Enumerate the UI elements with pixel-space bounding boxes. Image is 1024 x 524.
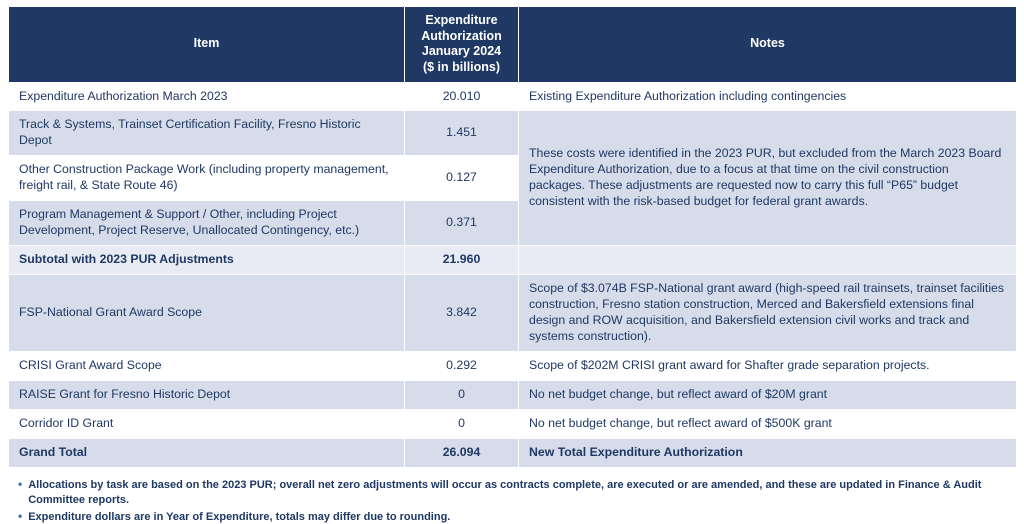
row-notes-text: Existing Expenditure Authorization including contingencies [519,82,1017,111]
column-header-amount-line1: Expenditure [425,13,498,27]
row-amount-value: 0 [405,410,519,439]
bullet-icon: • [18,508,23,523]
table-row [9,381,1017,410]
column-header-amount [405,7,519,83]
expenditure-authorization-table [8,6,1017,468]
row-item-label: Track & Systems, Trainset Certification Facility, Fresno Historic Depot [9,111,405,156]
row-amount-value: 3.842 [405,275,519,352]
bullet-icon: • [18,477,23,492]
table-row [9,410,1017,439]
footnote-item [18,478,1016,507]
row-item-label: Grand Total [9,439,405,468]
footnote-item [18,510,1016,524]
row-item-label: Corridor ID Grant [9,410,405,439]
row-item-label: Subtotal with 2023 PUR Adjustments [9,246,405,275]
table-row [9,275,1017,352]
merged-notes-cell: These costs were identified in the 2023 PUR, but excluded from the March 2023 Board Expenditure Authorization, due to a focus at that time on the civil construction packages. These adjustments are requested now to carry this full “P65” budget consistent with the risk-based budget for federal grant awards. [519,111,1017,246]
table-row-subtotal [9,246,1017,275]
row-notes-text: No net budget change, but reflect award of $500K grant [519,410,1017,439]
column-header-amount-line2: Authorization [421,28,502,43]
row-notes-text: Scope of $3.074B FSP-National grant award (high-speed rail trainsets, trainset facilities construction, Fresno station construction, Merced and Bakersfield extensions final design and ROW acquisition, and Bakersfield extension civil works and track and systems construction). [519,275,1017,352]
column-header-item: Item [9,7,405,83]
table-body [9,82,1017,468]
row-item-label: Program Management & Support / Other, including Project Development, Project Reserve, Unallocated Contingency, etc.) [9,201,405,246]
footnote-text: Expenditure dollars are in Year of Expenditure, totals may differ due to rounding. [28,510,451,523]
row-amount-value: 1.451 [405,111,519,156]
row-notes-text: No net budget change, but reflect award of $20M grant [519,381,1017,410]
row-item-label: FSP-National Grant Award Scope [9,275,405,352]
row-amount-value: 0.127 [405,156,519,201]
table-row [9,111,1017,156]
row-amount-value: 0.292 [405,352,519,381]
row-amount-value: 21.960 [405,246,519,275]
row-item-label: Expenditure Authorization March 2023 [9,82,405,111]
footnote-text: Allocations by task are based on the 2023 PUR; overall net zero adjustments will occur as contracts complete, are executed or are amended, and these are updated in Finance & Audit Committee reports. [28,479,982,506]
row-item-label: RAISE Grant for Fresno Historic Depot [9,381,405,410]
column-header-amount-line4: ($ in billions) [422,59,501,74]
row-item-label: Other Construction Package Work (including property management, freight rail, & State Route 46) [9,156,405,201]
row-notes-text [519,246,1017,275]
table-row [9,352,1017,381]
column-header-notes: Notes [519,7,1017,83]
row-amount-value: 0 [405,381,519,410]
row-item-label: CRISI Grant Award Scope [9,352,405,381]
row-amount-value: 26.094 [405,439,519,468]
table-header-row [9,7,1017,83]
row-notes-text: Scope of $202M CRISI grant award for Shafter grade separation projects. [519,352,1017,381]
row-notes-text: New Total Expenditure Authorization [519,439,1017,468]
row-amount-value: 0.371 [405,201,519,246]
table-row [9,82,1017,111]
footnotes [8,478,1016,524]
column-header-amount-line3: January 2024 [421,44,502,59]
table-header [9,7,1017,83]
row-amount-value: 20.010 [405,82,519,111]
table-row-grand-total [9,439,1017,468]
